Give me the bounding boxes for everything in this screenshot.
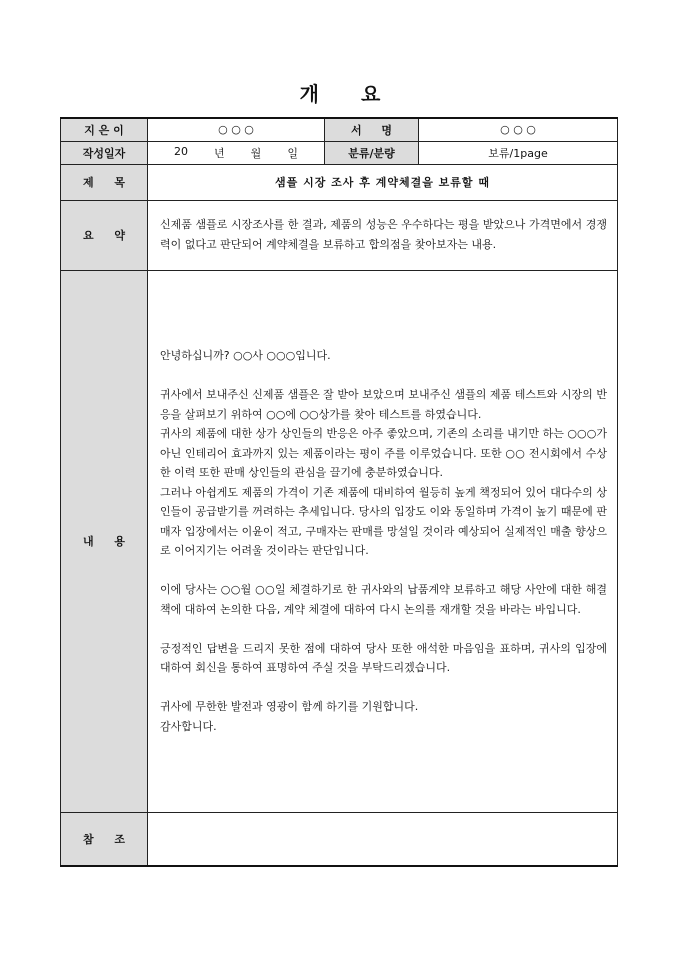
subject-row [61, 164, 618, 200]
reference-value[interactable] [148, 812, 618, 866]
signature-value[interactable]: ○ ○ ○ [419, 118, 618, 141]
author-row [61, 118, 618, 141]
document-title [0, 78, 680, 107]
summary-label: 요 약 [61, 200, 148, 270]
date-year-unit: 년 [214, 146, 225, 160]
subject-value[interactable]: 샘플 시장 조사 후 계약체결을 보류할 때 [148, 164, 618, 200]
date-year: 20 [174, 144, 188, 158]
author-value[interactable]: ○ ○ ○ [148, 118, 325, 141]
title-char-2: 요 [361, 82, 381, 106]
overview-table [60, 117, 618, 867]
content-greeting: 안녕하십니까? ○○사 ○○○입니다. [160, 349, 331, 362]
content-label: 내 용 [61, 270, 148, 812]
reference-row [61, 812, 618, 866]
date-row [61, 141, 618, 164]
category-value[interactable]: 보류/1page [419, 141, 618, 164]
date-month-unit: 월 [250, 146, 262, 160]
content-closing-1: 귀사에 무한한 발전과 영광이 함께 하기를 기원합니다. [160, 700, 419, 713]
content-closing-2: 감사합니다. [160, 719, 217, 733]
content-paragraph-4: 이에 당사는 ○○월 ○○일 체결하기로 한 귀사와의 납품계약 보류하고 해당 사안에 대한 해결책에 대하여 논의한 다음, 계약 체결에 대하여 다시 논의를 재개할 것을 바라는 바입니다. [160, 583, 607, 616]
date-value[interactable] [148, 141, 325, 164]
date-label: 작성일자 [61, 141, 148, 164]
date-day-unit: 일 [287, 146, 298, 160]
title-char-1: 개 [299, 82, 319, 106]
content-body[interactable] [148, 270, 618, 812]
content-paragraph-1: 귀사에서 보내주신 신제품 샘플은 잘 받아 보았으며 보내주신 샘플의 제품 테스트와 시장의 반응을 살펴보기 위하여 ○○에 ○○상가를 찾아 테스트를 하였습니다. [160, 388, 607, 421]
author-label: 지 은 이 [61, 118, 148, 141]
summary-value[interactable]: 신제품 샘플로 시장조사를 한 결과, 제품의 성능은 우수하다는 평을 받았으나 가격면에서 경쟁력이 없다고 판단되어 계약체결을 보류하고 합의점을 찾아보자는 내용. [148, 200, 618, 270]
content-paragraph-2: 귀사의 제품에 대한 상가 상인들의 반응은 아주 좋았으며, 기존의 소리를 내기만 하는 ○○○가 아닌 인테리어 효과까지 있는 제품이라는 평이 주를 이루었습니다. 또한 ○○ 전시회에서 수상한 이력 또한 판매 상인들의 관심을 끌기에 충분하였습니다. [160, 427, 607, 479]
content-paragraph-3: 그러나 아쉽게도 제품의 가격이 기존 제품에 대비하여 월등히 높게 책정되어 있어 대다수의 상인들이 공급받기를 꺼려하는 추세입니다. 당사의 입장도 이와 동일하며 가격이 높기 때문에 판매자 입장에서는 이윤이 적고, 구매자는 판매를 망설일 것이라 예상되어 실제적인 매출 향상으로 이어지기는 어려울 것이라는 판단입니다. [160, 485, 607, 557]
content-row [61, 270, 618, 812]
category-label: 분류/분량 [325, 141, 419, 164]
subject-label: 제 목 [61, 164, 148, 200]
signature-label: 서 명 [325, 118, 419, 141]
reference-label: 참 조 [61, 812, 148, 866]
content-paragraph-5: 긍정적인 답변을 드리지 못한 점에 대하여 당사 또한 애석한 마음임을 표하며, 귀사의 입장에 대하여 회신을 통하여 표명하여 주실 것을 부탁드리겠습니다. [160, 641, 607, 674]
summary-row [61, 200, 618, 270]
